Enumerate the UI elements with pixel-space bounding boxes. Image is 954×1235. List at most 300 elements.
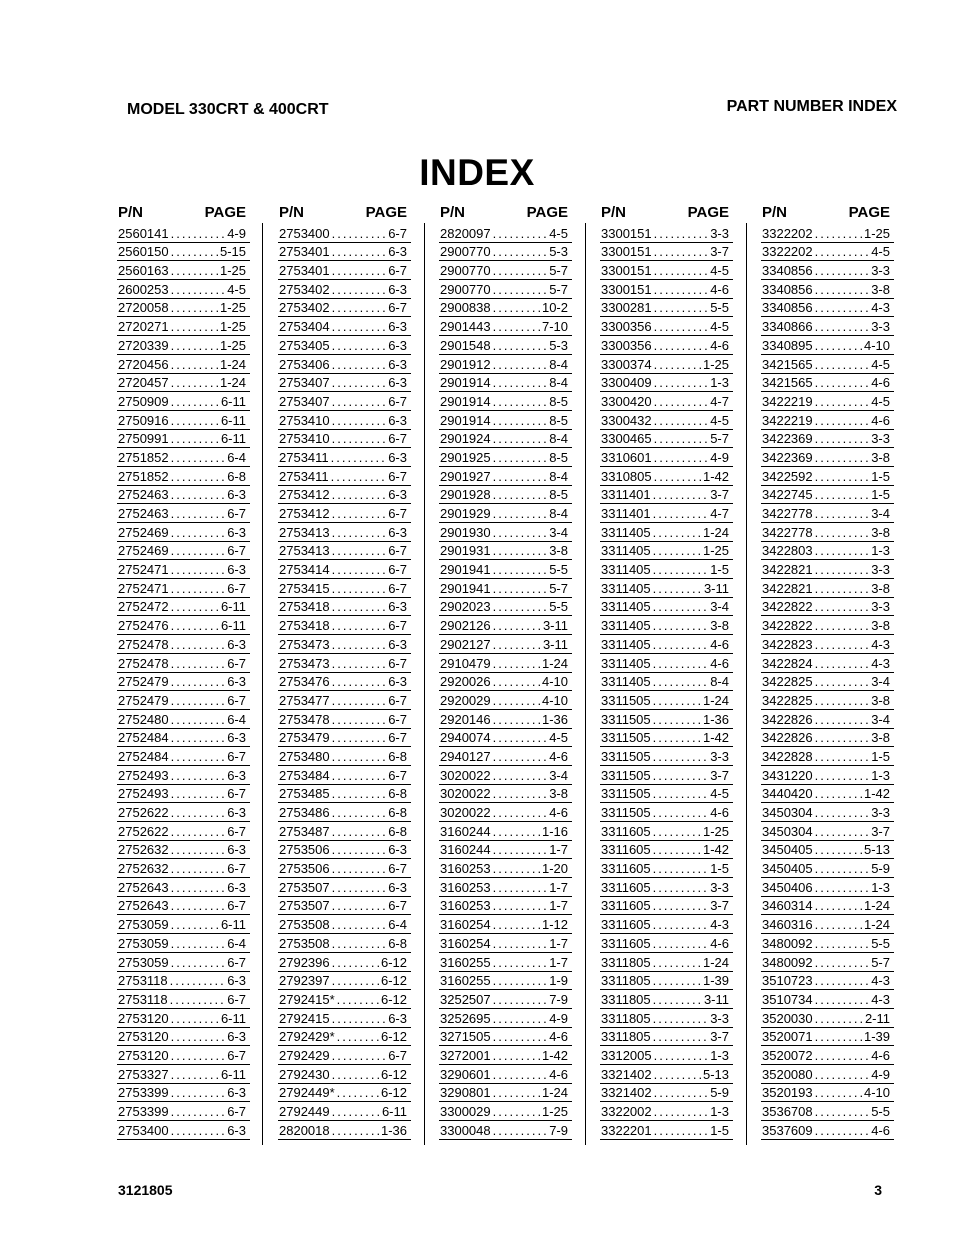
part-number: 3422219 xyxy=(762,393,813,409)
page-reference: 3-8 xyxy=(549,543,568,559)
dot-leader xyxy=(493,299,540,316)
dot-leader xyxy=(653,711,701,728)
index-row xyxy=(600,990,733,1009)
part-number: 3300151 xyxy=(601,281,652,297)
part-number: 3422745 xyxy=(762,487,813,503)
dot-leader xyxy=(171,748,226,765)
part-number: 2752480 xyxy=(118,711,169,727)
part-number: 3311505 xyxy=(601,786,651,802)
dot-leader xyxy=(815,954,870,971)
part-number: 2752643 xyxy=(118,879,169,895)
dot-leader xyxy=(171,711,226,728)
index-row xyxy=(761,542,894,561)
page-reference: 4-9 xyxy=(871,1066,890,1082)
index-row xyxy=(278,579,411,598)
index-row xyxy=(761,859,894,878)
index-column-4 xyxy=(600,203,733,1140)
index-row xyxy=(761,729,894,748)
page-reference: 3-8 xyxy=(871,524,890,540)
dot-leader xyxy=(171,617,219,634)
part-number: 2901928 xyxy=(440,487,491,503)
part-number: 2753411 xyxy=(279,449,329,465)
column-header xyxy=(600,203,733,223)
page-reference: 6-11 xyxy=(220,412,246,428)
part-number: 2820097 xyxy=(440,225,491,241)
dot-leader xyxy=(171,692,226,709)
dot-leader xyxy=(815,972,870,989)
column-header xyxy=(439,203,572,223)
dot-leader xyxy=(654,430,709,447)
index-row xyxy=(117,542,250,561)
part-number: 2753401 xyxy=(279,244,330,260)
index-row xyxy=(117,560,250,579)
page-reference: 5-5 xyxy=(549,562,568,578)
part-number: 3321402 xyxy=(601,1066,652,1082)
index-row xyxy=(439,355,572,374)
index-row xyxy=(117,1065,250,1084)
dot-leader xyxy=(815,767,870,784)
index-row xyxy=(278,261,411,280)
part-number: 2753399 xyxy=(118,1104,169,1119)
index-row xyxy=(761,616,894,635)
part-number: 2753118 xyxy=(118,991,168,1007)
part-number: 3450304 xyxy=(762,823,813,839)
dot-leader xyxy=(332,243,387,260)
index-row xyxy=(439,467,572,486)
part-number: 2820018 xyxy=(279,1122,330,1138)
part-number: 2753473 xyxy=(279,655,330,671)
page-reference: 6-7 xyxy=(388,300,407,316)
part-number: 2752479 xyxy=(118,692,169,708)
part-number: 3300356 xyxy=(601,319,652,335)
page-reference: 3-3 xyxy=(871,431,890,447)
page-reference: 6-7 xyxy=(388,393,407,409)
page-reference: 1-24 xyxy=(863,917,890,933)
page-reference: 6-7 xyxy=(388,506,407,521)
page-reference: 6-3 xyxy=(388,281,407,297)
page-reference: 1-24 xyxy=(219,356,246,372)
index-row xyxy=(278,729,411,748)
part-number: 3290601 xyxy=(440,1066,491,1082)
index-row xyxy=(761,411,894,430)
dot-leader xyxy=(332,860,387,877)
dot-leader xyxy=(653,879,709,896)
page-reference: 6-3 xyxy=(227,487,246,503)
dot-leader xyxy=(815,1103,870,1120)
index-row xyxy=(439,822,572,841)
page-reference: 6-8 xyxy=(227,468,246,484)
dot-leader xyxy=(815,841,862,858)
dot-leader xyxy=(170,972,226,989)
section-header: PART NUMBER INDEX xyxy=(726,98,897,115)
index-row xyxy=(278,560,411,579)
page-reference: 6-11 xyxy=(220,599,246,615)
part-number: 2752471 xyxy=(118,562,169,578)
page-reference: 6-3 xyxy=(227,1029,246,1045)
index-row xyxy=(600,785,733,804)
index-row xyxy=(439,691,572,710)
part-number: 2901931 xyxy=(440,543,491,559)
part-number: 3422823 xyxy=(762,636,813,652)
index-column-5 xyxy=(761,203,894,1140)
dot-leader xyxy=(332,617,387,634)
page-reference: 3-3 xyxy=(710,748,729,764)
part-number: 3340856 xyxy=(762,263,813,279)
index-row xyxy=(439,598,572,617)
index-row xyxy=(761,915,894,934)
page-reference: 6-11 xyxy=(381,1104,407,1119)
index-row xyxy=(117,392,250,411)
pn-header: P/N xyxy=(279,204,305,221)
dot-leader xyxy=(171,860,226,877)
index-row xyxy=(278,486,411,505)
page-reference: 6-3 xyxy=(388,879,407,895)
part-number: 3480092 xyxy=(762,935,813,951)
part-number: 3321402 xyxy=(601,1085,652,1101)
index-row xyxy=(117,411,250,430)
dot-leader xyxy=(815,692,870,709)
index-row xyxy=(278,616,411,635)
page-reference: 6-3 xyxy=(388,337,407,353)
part-number: 3020022 xyxy=(440,767,491,783)
dot-leader xyxy=(332,879,387,896)
part-number: 2751852 xyxy=(118,449,169,465)
index-row xyxy=(761,635,894,654)
index-row xyxy=(117,1102,250,1121)
dot-leader xyxy=(332,337,387,354)
page-reference: 3-3 xyxy=(710,1010,729,1026)
part-number: 2792415* xyxy=(279,991,335,1007)
dot-leader xyxy=(493,393,548,410)
index-row xyxy=(439,1084,572,1103)
part-number: 3311505 xyxy=(601,692,651,708)
part-number: 3340866 xyxy=(762,319,813,335)
dot-leader xyxy=(171,916,219,933)
part-number: 3160255 xyxy=(440,954,491,970)
dot-leader xyxy=(332,262,387,279)
part-number: 3311505 xyxy=(601,767,651,783)
part-number: 3422822 xyxy=(762,618,813,634)
part-number: 3160255 xyxy=(440,973,491,989)
page-reference: 4-3 xyxy=(871,991,890,1007)
dot-leader xyxy=(332,655,387,672)
page-reference: 1-36 xyxy=(380,1122,407,1138)
dot-leader xyxy=(171,1066,219,1083)
dot-leader xyxy=(171,262,218,279)
page-reference: 4-6 xyxy=(710,655,729,671)
index-row xyxy=(117,355,250,374)
index-row xyxy=(439,953,572,972)
page-reference: 4-6 xyxy=(710,935,729,951)
page-reference: 4-6 xyxy=(549,1029,568,1045)
page-reference: 4-6 xyxy=(871,1122,890,1138)
index-row xyxy=(278,243,411,262)
page-reference: 5-7 xyxy=(549,281,568,297)
page-reference: 8-4 xyxy=(549,506,568,521)
index-row xyxy=(761,336,894,355)
index-row xyxy=(600,710,733,729)
page-reference: 1-5 xyxy=(871,748,890,764)
part-number: 2720339 xyxy=(118,337,169,353)
dot-leader xyxy=(171,393,219,410)
page-reference: 4-5 xyxy=(871,244,890,260)
page-reference: 1-3 xyxy=(710,375,729,391)
dot-leader xyxy=(493,225,548,242)
index-row xyxy=(439,747,572,766)
page-reference: 6-7 xyxy=(227,898,246,914)
page-reference: 6-3 xyxy=(388,599,407,615)
dot-leader xyxy=(170,991,226,1008)
dot-leader xyxy=(493,636,541,653)
part-number: 3252695 xyxy=(440,1010,491,1026)
index-row xyxy=(117,785,250,804)
page-reference: 1-42 xyxy=(863,786,890,802)
part-number: 2752479 xyxy=(118,674,169,690)
page-reference: 6-3 xyxy=(388,356,407,372)
page-reference: 1-5 xyxy=(710,1122,729,1138)
index-row xyxy=(278,598,411,617)
part-number: 3300420 xyxy=(601,393,652,409)
dot-leader xyxy=(171,823,226,840)
page-reference: 3-7 xyxy=(871,823,890,839)
part-number: 2720058 xyxy=(118,300,169,316)
dot-leader xyxy=(815,393,870,410)
part-number: 3311405 xyxy=(601,655,651,671)
page-reference: 5-5 xyxy=(871,1104,890,1119)
part-number: 3311405 xyxy=(601,524,651,540)
dot-leader xyxy=(332,281,387,298)
index-column-2 xyxy=(278,203,411,1140)
page-reference: 6-7 xyxy=(227,1104,246,1119)
dot-leader xyxy=(815,449,870,466)
index-row xyxy=(117,990,250,1009)
page-header: PAGE xyxy=(848,204,890,221)
dot-leader xyxy=(653,692,701,709)
dot-leader xyxy=(815,673,870,690)
part-number: 3340856 xyxy=(762,300,813,316)
page-reference: 6-11 xyxy=(220,1066,246,1082)
dot-leader xyxy=(171,524,226,541)
part-number: 3300151 xyxy=(601,225,652,241)
dot-leader xyxy=(171,299,218,316)
page-reference: 6-7 xyxy=(227,786,246,802)
page-reference: 5-3 xyxy=(549,337,568,353)
part-number: 3311505 xyxy=(601,748,651,764)
dot-leader xyxy=(815,916,862,933)
page-reference: 6-3 xyxy=(388,319,407,335)
dot-leader xyxy=(815,430,870,447)
part-number: 3311401 xyxy=(601,506,651,521)
page-reference: 5-7 xyxy=(871,954,890,970)
part-number: 2752478 xyxy=(118,636,169,652)
index-row xyxy=(278,224,411,243)
part-number: 2753402 xyxy=(279,300,330,316)
page-reference: 1-5 xyxy=(710,861,729,877)
index-row xyxy=(278,691,411,710)
index-row xyxy=(600,747,733,766)
part-number: 2753412 xyxy=(279,506,330,521)
index-row xyxy=(600,411,733,430)
part-number: 2753120 xyxy=(118,1047,169,1063)
page-reference: 1-7 xyxy=(549,954,568,970)
page-reference: 6-7 xyxy=(388,1047,407,1063)
index-row xyxy=(439,392,572,411)
page-reference: 6-7 xyxy=(388,898,407,914)
index-row xyxy=(439,616,572,635)
dot-leader xyxy=(332,299,387,316)
part-number: 3311405 xyxy=(601,599,651,615)
dot-leader xyxy=(493,692,540,709)
page-reference: 5-13 xyxy=(863,842,890,858)
page-reference: 6-7 xyxy=(388,562,407,578)
part-number: 2753410 xyxy=(279,412,330,428)
page-reference: 1-36 xyxy=(541,711,568,727)
part-number: 2752463 xyxy=(118,506,169,521)
part-number: 2753418 xyxy=(279,618,330,634)
part-number: 3310601 xyxy=(601,449,652,465)
index-row xyxy=(600,448,733,467)
part-number: 3450304 xyxy=(762,805,813,820)
index-row xyxy=(278,374,411,393)
index-row xyxy=(600,486,733,505)
page-reference: 3-11 xyxy=(703,991,729,1007)
page-reference: 1-42 xyxy=(541,1047,568,1063)
index-row xyxy=(600,729,733,748)
index-row xyxy=(439,224,572,243)
index-row xyxy=(761,1065,894,1084)
dot-leader xyxy=(815,729,870,746)
dot-leader xyxy=(493,823,540,840)
part-number: 3311605 xyxy=(601,935,651,951)
page-reference: 3-11 xyxy=(542,618,568,634)
index-row xyxy=(117,934,250,953)
index-row xyxy=(439,1065,572,1084)
dot-leader xyxy=(654,281,709,298)
page-reference: 3-7 xyxy=(710,767,729,783)
part-number: 3422592 xyxy=(762,468,813,484)
dot-leader xyxy=(815,524,870,541)
index-row xyxy=(439,411,572,430)
page-reference: 1-3 xyxy=(871,543,890,559)
part-number: 2753120 xyxy=(118,1029,169,1045)
index-row xyxy=(761,355,894,374)
page-reference: 6-7 xyxy=(388,861,407,877)
index-row xyxy=(439,990,572,1009)
page-reference: 6-7 xyxy=(388,225,407,241)
page-reference: 4-6 xyxy=(871,412,890,428)
index-row xyxy=(761,841,894,860)
document-number: 3121805 xyxy=(118,1182,173,1198)
dot-leader xyxy=(653,1028,709,1045)
page-reference: 1-3 xyxy=(871,879,890,895)
page-reference: 8-4 xyxy=(710,674,729,690)
dot-leader xyxy=(653,561,709,578)
column-divider xyxy=(424,223,425,1145)
index-column-3 xyxy=(439,203,572,1140)
index-row xyxy=(761,654,894,673)
dot-leader xyxy=(331,468,387,485)
page-reference: 6-11 xyxy=(220,1010,246,1026)
dot-leader xyxy=(654,318,709,335)
page-reference: 3-4 xyxy=(710,599,729,615)
dot-leader xyxy=(654,412,709,429)
index-row xyxy=(761,1102,894,1121)
dot-leader xyxy=(332,748,387,765)
dot-leader xyxy=(653,636,709,653)
pn-header: P/N xyxy=(118,204,144,221)
dot-leader xyxy=(171,468,226,485)
dot-leader xyxy=(332,1103,380,1120)
part-number: 2752463 xyxy=(118,487,169,503)
dot-leader xyxy=(654,393,709,410)
page-reference: 3-8 xyxy=(871,692,890,708)
part-number: 3422369 xyxy=(762,431,813,447)
page-reference: 5-5 xyxy=(871,935,890,951)
column-divider xyxy=(746,223,747,1145)
part-number: 2753480 xyxy=(279,748,330,764)
index-row xyxy=(278,523,411,542)
part-number: 3272001 xyxy=(440,1047,491,1063)
page-reference: 4-5 xyxy=(710,263,729,279)
index-row xyxy=(439,1046,572,1065)
page-reference: 6-7 xyxy=(227,861,246,877)
page-reference: 1-24 xyxy=(702,692,729,708)
dot-leader xyxy=(815,243,870,260)
part-number: 3460314 xyxy=(762,898,813,914)
part-number: 3422826 xyxy=(762,730,813,746)
page-reference: 1-7 xyxy=(549,879,568,895)
dot-leader xyxy=(493,785,548,802)
dot-leader xyxy=(493,449,548,466)
index-row xyxy=(278,785,411,804)
page-reference: 4-5 xyxy=(871,356,890,372)
page-reference: 4-5 xyxy=(871,393,890,409)
part-number: 2560141 xyxy=(118,225,169,241)
index-row xyxy=(278,392,411,411)
index-row xyxy=(761,710,894,729)
index-row xyxy=(278,766,411,785)
index-row xyxy=(761,486,894,505)
index-row xyxy=(761,467,894,486)
dot-leader xyxy=(654,449,709,466)
part-number: 3422825 xyxy=(762,692,813,708)
part-number: 3311405 xyxy=(601,580,651,596)
page-reference: 6-3 xyxy=(227,805,246,820)
page-reference: 6-11 xyxy=(220,917,246,933)
model-header: MODEL 330CRT & 400CRT xyxy=(127,101,329,118)
page-reference: 6-3 xyxy=(227,973,246,989)
index-row xyxy=(600,504,733,523)
part-number: 2752484 xyxy=(118,748,169,764)
dot-leader xyxy=(171,841,226,858)
part-number: 3422803 xyxy=(762,543,813,559)
part-number: 3422825 xyxy=(762,674,813,690)
index-row xyxy=(439,486,572,505)
page-reference: 3-3 xyxy=(710,879,729,895)
index-row xyxy=(600,1102,733,1121)
part-number: 3311605 xyxy=(601,861,651,877)
dot-leader xyxy=(332,318,387,335)
page-reference: 1-25 xyxy=(541,1104,568,1119)
part-number: 3322201 xyxy=(601,1122,652,1138)
dot-leader xyxy=(493,580,548,597)
part-number: 2753400 xyxy=(118,1122,169,1138)
part-number: 2752632 xyxy=(118,842,169,858)
page-reference: 1-20 xyxy=(541,861,568,877)
page-reference: 5-13 xyxy=(702,1066,729,1082)
page-reference: 1-36 xyxy=(702,711,729,727)
index-row xyxy=(761,1084,894,1103)
